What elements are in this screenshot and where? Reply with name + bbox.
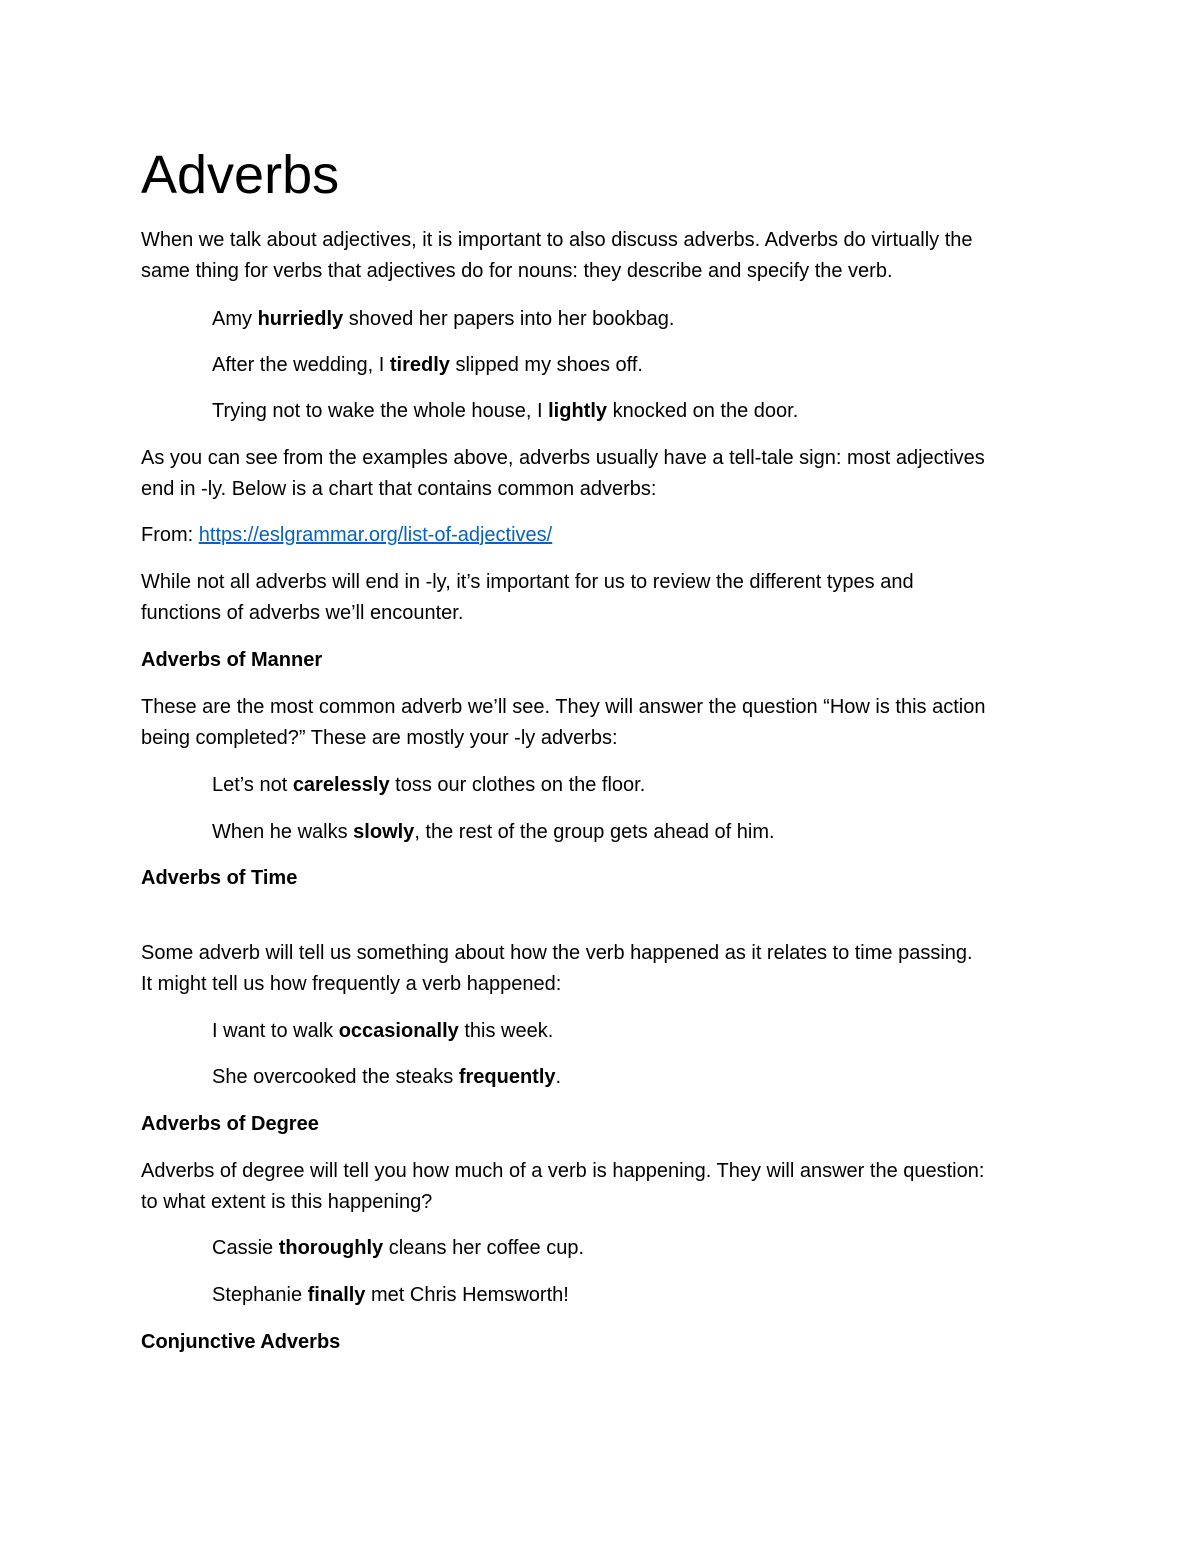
section-heading-conjunctive: Conjunctive Adverbs (141, 1331, 341, 1353)
example-sentence: I want to walk occasionally this week. (212, 1020, 554, 1042)
manner-text-line-1: These are the most common adverb we’ll see. They will answer the question “How is this action (141, 696, 986, 718)
not-all-line-2: functions of adverbs we’ll encounter. (141, 602, 464, 624)
intro-paragraph-line-2: same thing for verbs that adjectives do for nouns: they describe and specify the verb. (141, 260, 893, 282)
example-adverb: hurriedly (257, 308, 344, 330)
section-heading-degree: Adverbs of Degree (141, 1113, 319, 1135)
example-adverb: finally (307, 1284, 366, 1306)
example-adverb: lightly (548, 400, 608, 422)
example-adverb: frequently (458, 1066, 556, 1088)
section-heading-time: Adverbs of Time (141, 867, 298, 889)
example-adverb: slowly (353, 821, 415, 843)
source-link[interactable]: https://eslgrammar.org/list-of-adjectives/ (198, 524, 553, 546)
example-sentence: When he walks slowly, the rest of the group gets ahead of him. (212, 821, 775, 843)
example-sentence: She overcooked the steaks frequently. (212, 1066, 562, 1088)
example-sentence: Amy hurriedly shoved her papers into her bookbag. (212, 308, 675, 330)
example-adverb: tiredly (389, 354, 450, 376)
example-sentence: Let’s not carelessly toss our clothes on the floor. (212, 774, 646, 796)
source-label: From: (141, 524, 199, 546)
manner-text-line-2: being completed?” These are mostly your -ly adverbs: (141, 727, 618, 749)
time-text-line-2: It might tell us how frequently a verb happened: (141, 973, 562, 995)
degree-text-line-2: to what extent is this happening? (141, 1191, 433, 1213)
example-adverb: thoroughly (278, 1237, 384, 1259)
source-line (141, 520, 1071, 551)
intro-paragraph-line-1: When we talk about adjectives, it is important to also discuss adverbs. Adverbs do virtually the (141, 229, 973, 251)
example-adverb: carelessly (292, 774, 390, 796)
example-sentence: After the wedding, I tiredly slipped my shoes off. (212, 354, 643, 376)
see-examples-line-1: As you can see from the examples above, adverbs usually have a tell-tale sign: most adjectives (141, 447, 985, 469)
not-all-line-1: While not all adverbs will end in -ly, it’s important for us to review the different types and (141, 571, 914, 593)
example-sentence: Stephanie finally met Chris Hemsworth! (212, 1284, 569, 1306)
example-sentence: Cassie thoroughly cleans her coffee cup. (212, 1237, 585, 1259)
page-title: Adverbs (141, 145, 340, 205)
example-sentence: Trying not to wake the whole house, I lightly knocked on the door. (212, 400, 799, 422)
section-heading-manner: Adverbs of Manner (141, 649, 323, 671)
see-examples-line-2: end in -ly. Below is a chart that contains common adverbs: (141, 478, 657, 500)
time-text-line-1: Some adverb will tell us something about how the verb happened as it relates to time passing. (141, 942, 973, 964)
degree-text-line-1: Adverbs of degree will tell you how much of a verb is happening. They will answer the question: (141, 1160, 985, 1182)
example-adverb: occasionally (338, 1020, 459, 1042)
